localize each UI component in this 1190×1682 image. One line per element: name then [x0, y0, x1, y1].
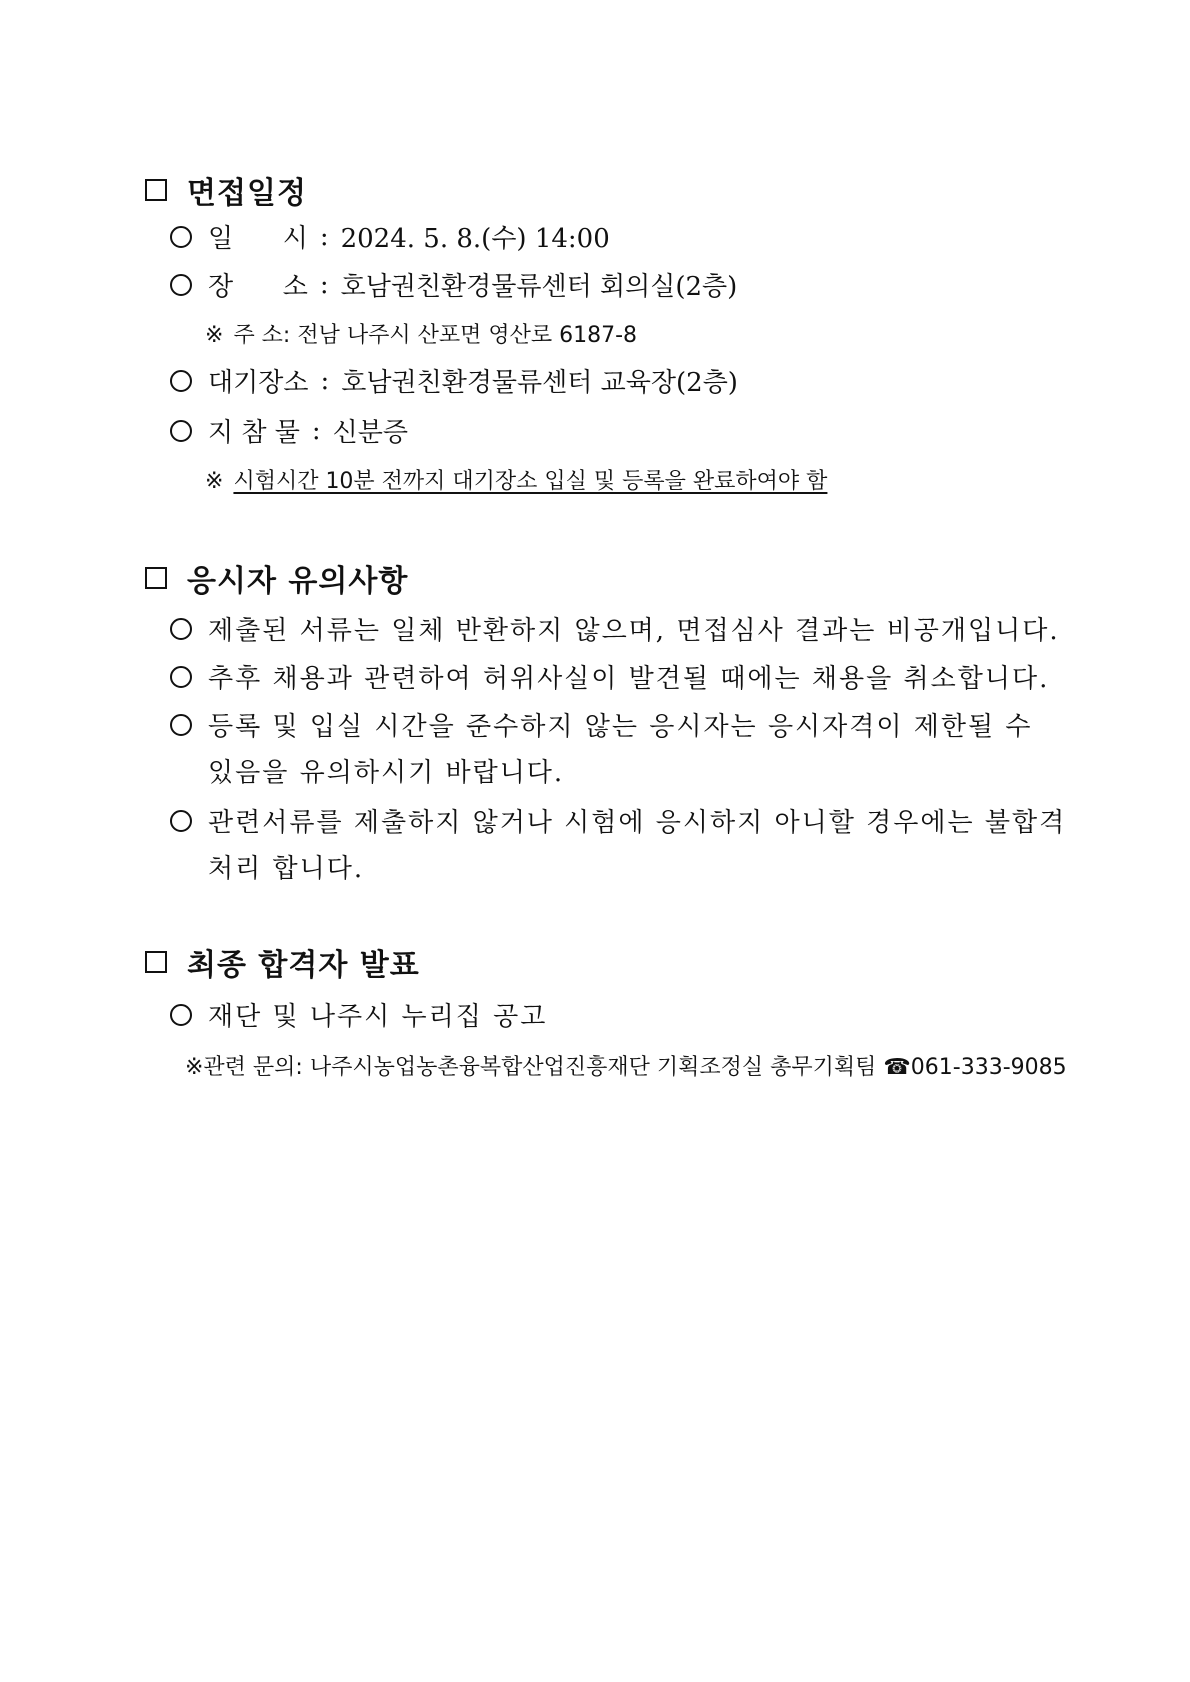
- circle-bullet-icon: [170, 810, 192, 832]
- item-value: 호남권친환경물류센터 교육장(2층): [341, 368, 738, 398]
- square-bullet-icon: [145, 567, 167, 589]
- address-text: 주 소: 전남 나주시 산포면 영산로 6187-8: [233, 323, 638, 348]
- circle-bullet-icon: [170, 370, 192, 392]
- schedule-item-datetime: [170, 218, 610, 255]
- circle-bullet-icon: [170, 1004, 192, 1026]
- address-note: [205, 318, 637, 349]
- colon-separator: :: [319, 269, 329, 300]
- item-label: 일 시: [208, 224, 308, 254]
- notice-text-continued: 있음을 유의하시기 바랍니다.: [208, 758, 565, 788]
- circle-bullet-icon: [170, 666, 192, 688]
- colon-separator: :: [311, 415, 321, 446]
- contact-note: ※관련 문의: 나주시농업농촌융복합산업진흥재단 기획조정실 총무기획팀 ☎061-333-9085: [185, 1055, 1067, 1080]
- notice-text: 등록 및 입실 시간을 준수하지 않는 응시자는 응시자격이 제한될 수: [208, 712, 1033, 742]
- item-label: 대기장소: [208, 368, 309, 398]
- reference-mark: ※: [205, 469, 224, 494]
- notice-text-continued: 처리 합니다.: [208, 854, 365, 884]
- item-value: 신분증: [332, 418, 409, 448]
- circle-bullet-icon: [170, 274, 192, 296]
- item-label: 장 소: [208, 272, 308, 302]
- arrival-note-text: 시험시간 10분 전까지 대기장소 입실 및 등록을 완료하여야 함: [233, 469, 828, 494]
- circle-bullet-icon: [170, 714, 192, 736]
- notice-text: 관련서류를 제출하지 않거나 시험에 응시하지 아니할 경우에는 불합격: [208, 808, 1067, 838]
- square-bullet-icon: [145, 179, 167, 201]
- schedule-item-items-to-bring: [170, 412, 408, 449]
- notice-item: [170, 706, 1033, 743]
- section-title-interview-schedule: 면접일정: [145, 168, 307, 212]
- reference-mark: ※: [205, 323, 224, 348]
- circle-bullet-icon: [170, 420, 192, 442]
- circle-bullet-icon: [170, 618, 192, 640]
- arrival-note: [205, 464, 827, 495]
- section-title-applicant-notice: 응시자 유의사항: [145, 556, 408, 600]
- announcement-text: 재단 및 나주시 누리집 공고: [208, 1002, 548, 1032]
- circle-bullet-icon: [170, 226, 192, 248]
- notice-item: [170, 610, 1060, 647]
- colon-separator: :: [320, 365, 330, 396]
- section-title-final-announcement: 최종 합격자 발표: [145, 940, 420, 984]
- colon-separator: :: [319, 221, 329, 252]
- schedule-item-place: [170, 266, 737, 303]
- notice-item: [170, 658, 1049, 695]
- notice-item: [170, 802, 1066, 839]
- notice-text: 추후 채용과 관련하여 허위사실이 발견될 때에는 채용을 취소합니다.: [208, 664, 1050, 694]
- item-value: 호남권친환경물류센터 회의실(2층): [340, 272, 738, 302]
- item-value: 2024. 5. 8.(수) 14:00: [340, 224, 610, 254]
- schedule-item-waiting-room: [170, 362, 738, 399]
- notice-text: 제출된 서류는 일체 반환하지 않으며, 면접심사 결과는 비공개입니다.: [208, 616, 1060, 646]
- square-bullet-icon: [145, 951, 167, 973]
- announcement-item: [170, 996, 547, 1033]
- item-label: 지 참 물: [208, 418, 300, 448]
